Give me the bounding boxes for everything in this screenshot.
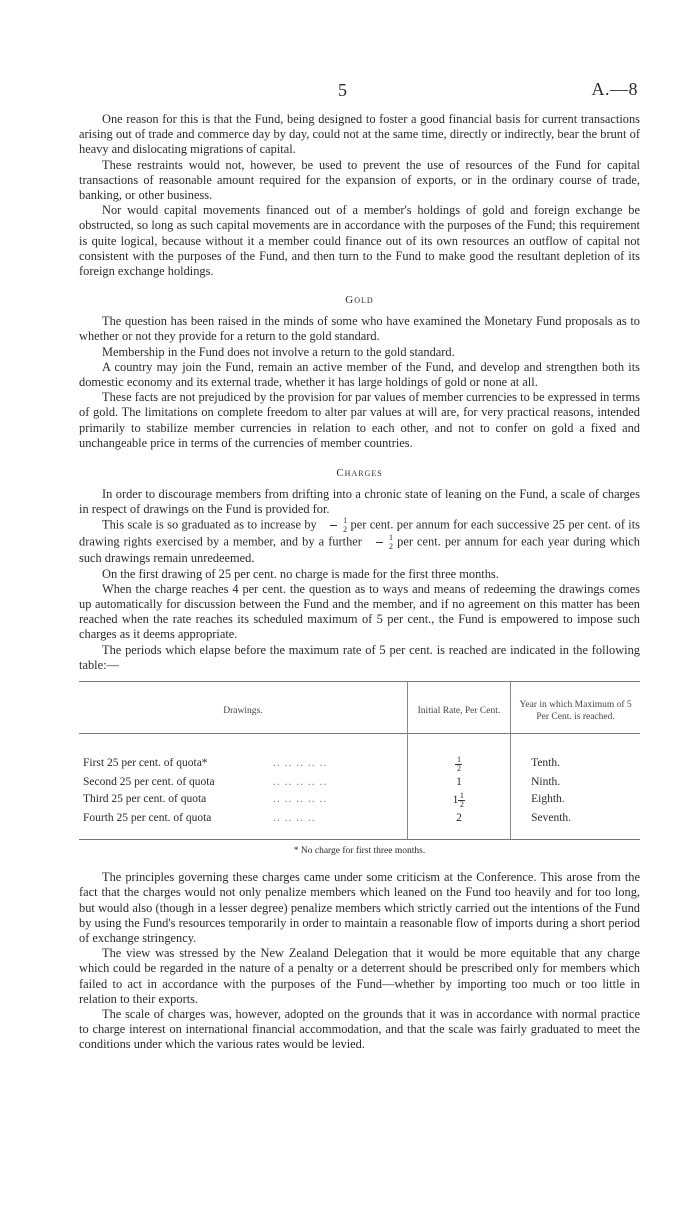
paragraph: One reason for this is that the Fund, being designed to foster a good financial basis for current transactions arising out of trade and commerce day by day, could not at the same time, directly or indirectly, bear the brunt of heavy and dislocating migrations of capital. bbox=[79, 112, 640, 157]
leader-dots: .. .. .. .. .. bbox=[273, 776, 328, 789]
table-row bbox=[79, 774, 640, 791]
paragraph: These facts are not prejudiced by the provision for par values of member currencies to be expressed in terms of gold. The limitations on complete freedom to alter par values at will are, for very practical reasons, intended primarily to stabilize member currencies in relation to each other, and not to confer on gold a fixed and unchangeable price in terms of the currencies of member countries. bbox=[79, 390, 640, 450]
charges-table bbox=[79, 681, 640, 840]
paragraph: The view was stressed by the New Zealand Delegation that it would be more equitable that any charge which could be regarded in the nature of a penalty or a deterrent should be prescribed only for members which failed to act in accordance with the purposes of the Fund—whether by importing too much or too little in relation to their exports. bbox=[79, 946, 640, 1006]
closing-section bbox=[79, 870, 640, 1052]
section-heading-charges: Charges bbox=[336, 467, 383, 480]
year-reached: Ninth. bbox=[511, 774, 640, 791]
fraction-denominator: 2 bbox=[343, 525, 348, 535]
text-segment: per cent. per annum for each year during which such drawings remain unredeemed. bbox=[79, 534, 640, 566]
drawing-label: Second 25 per cent. of quota bbox=[83, 776, 215, 789]
drawing-label: Fourth 25 per cent. of quota bbox=[83, 811, 212, 824]
section-heading-gold: Gold bbox=[345, 294, 374, 307]
paragraph: The principles governing these charges came under some criticism at the Conference. This arose from the fact that the charges would not only penalize members which leaned on the Fund too heavily and for too long, but would also (though in a lesser degree) penalize members which strictly carried out the intentions of the Fund by using the Fund's resources temporarily in order to maintain a reasonable flow of imports during a short period of exchange stringency. bbox=[79, 870, 640, 945]
fraction-half bbox=[366, 534, 393, 551]
leader-dots: .. .. .. .. .. bbox=[273, 757, 328, 770]
fraction-half bbox=[320, 517, 347, 534]
table-row bbox=[79, 734, 640, 775]
fraction-denominator: 2 bbox=[389, 542, 394, 552]
paragraph: When the charge reaches 4 per cent. the question as to ways and means of redeeming the drawings comes up automatically for discussion between the Fund and the member, and if no agreement on this matter has been reached when the rate reaches its scheduled maximum of 5 per cent., the Fund is empowered to impose such charges as it deems appropriate. bbox=[79, 581, 640, 642]
column-header-initial-rate: Initial Rate, Per Cent. bbox=[407, 682, 510, 734]
paragraph: A country may join the Fund, remain an active member of the Fund, and develop and strengthen both its domestic economy and its external trade, whether it has large holdings of gold or none at all. bbox=[79, 359, 640, 390]
paragraph: Nor would capital movements financed out of a member's holdings of gold and foreign exchange be obstructed, so long as such capital movements are in accordance with the purposes of the Fund; this requirement is quite logical, because without it a member could finance out of its own resources an outflow of capital not consistent with the purposes of the Fund, and then turn to the Fund to make good the resultant depletion of its foreign exchange holdings. bbox=[79, 203, 640, 279]
paragraph: The periods which elapse before the maximum rate of 5 per cent. is reached are indicated in the following table:— bbox=[79, 642, 640, 672]
table-row bbox=[79, 791, 640, 810]
year-reached: Seventh. bbox=[511, 810, 640, 840]
leader-dots: .. .. .. .. bbox=[273, 811, 316, 824]
body-column bbox=[79, 112, 640, 1053]
fraction-numerator: 1 bbox=[389, 533, 394, 543]
fraction-numerator: 1 bbox=[343, 516, 348, 526]
text-segment: per cent. per annum for each successive 25 per cent. of its drawing rights exercised by a member, and by a further bbox=[79, 517, 641, 549]
paragraph-scale bbox=[79, 517, 640, 566]
initial-rate: 1 bbox=[407, 774, 510, 791]
page-number: 5 bbox=[338, 80, 347, 100]
paragraph: These restraints would not, however, be used to prevent the use of resources of the Fund for capital transactions of reasonable amount required for the expansion of exports, or in the ordinary course of trade, banking, or other business. bbox=[79, 157, 640, 203]
text-segment: This scale is so graduated as to increase by bbox=[102, 517, 317, 532]
initial-rate: 1 $\frac{1}{2}$ bbox=[407, 791, 510, 810]
paragraph: In order to discourage members from drifting into a chronic state of leaning on the Fund, a scale of charges in respect of drawings on the Fund is provided for. bbox=[79, 487, 640, 517]
paragraph: The question has been raised in the minds of some who have examined the Monetary Fund proposals as to whether or not they provide for a return to the gold standard. bbox=[79, 314, 640, 344]
paragraph: On the first drawing of 25 per cent. no charge is made for the first three months. bbox=[102, 566, 499, 581]
initial-rate: $\frac{1}{2}$ bbox=[407, 734, 510, 775]
initial-rate: 2 bbox=[407, 810, 510, 840]
document-reference: A.—8 bbox=[591, 79, 638, 99]
leader-dots: .. .. .. .. .. bbox=[273, 792, 328, 805]
table-row bbox=[79, 810, 640, 840]
year-reached: Tenth. bbox=[511, 734, 640, 775]
paragraph: Membership in the Fund does not involve a return to the gold standard. bbox=[102, 344, 455, 359]
drawing-label: First 25 per cent. of quota* bbox=[83, 757, 208, 770]
column-header-drawings: Drawings. bbox=[223, 705, 263, 716]
table-footnote: * No charge for first three months. bbox=[293, 846, 426, 857]
drawing-label: Third 25 per cent. of quota bbox=[83, 792, 207, 805]
column-header-year-maximum: Year in which Maximum of 5 Per Cent. is reached. bbox=[511, 682, 640, 734]
year-reached: Eighth. bbox=[511, 791, 640, 810]
paragraph: The scale of charges was, however, adopted on the grounds that it was in accordance with normal practice to charge interest on international financial accommodation, and that the scale was fairly graduated to meet the conditions under which the various rates would be levied. bbox=[79, 1006, 640, 1052]
